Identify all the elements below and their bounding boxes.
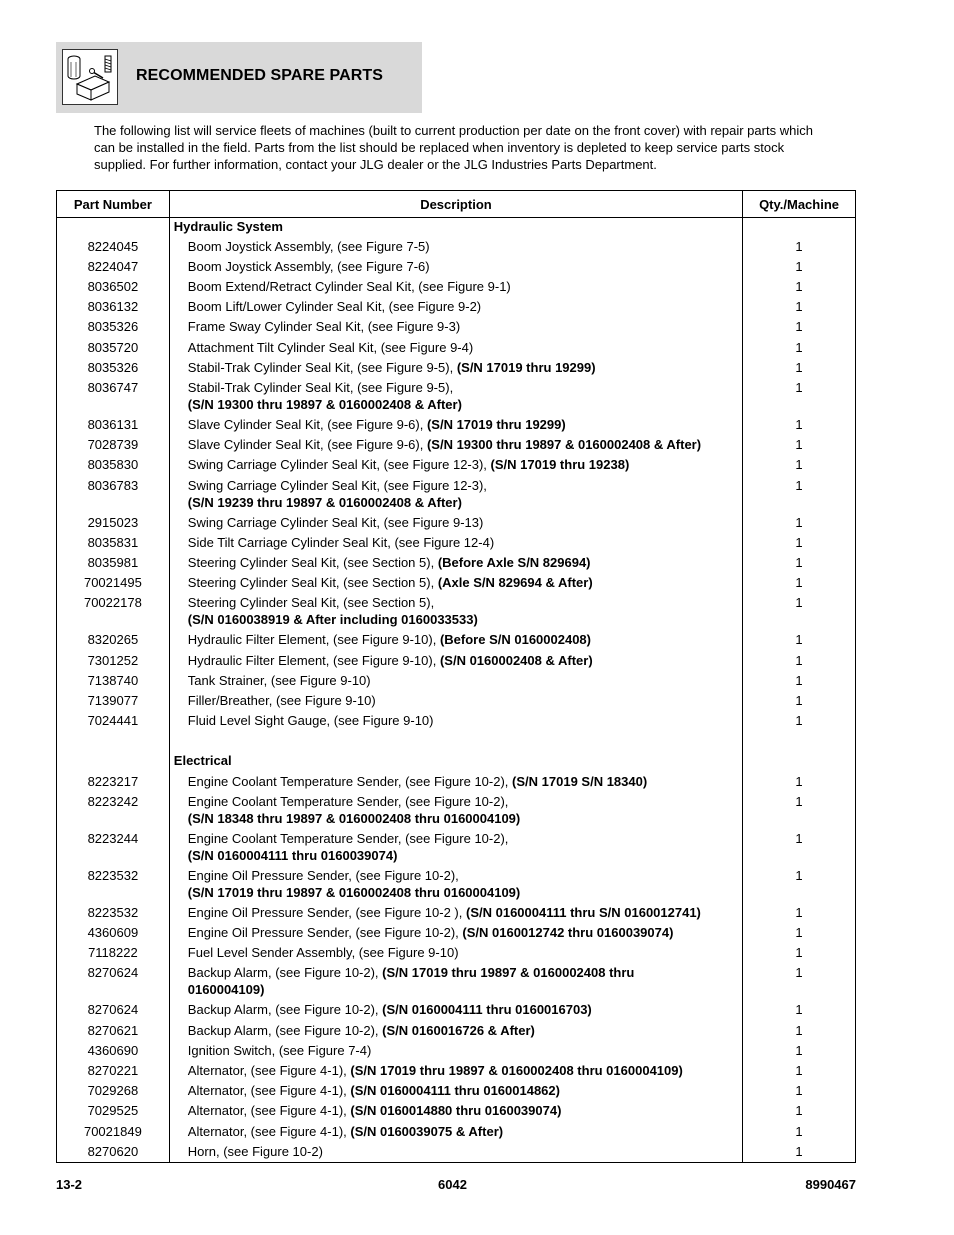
part-number-cell: 8035830	[57, 456, 170, 476]
serial-range: (S/N 17019 thru 19897 & 0160002408 thru 0160004109)	[350, 1062, 683, 1078]
part-number-cell: 8224045	[57, 238, 170, 258]
description-text	[170, 793, 742, 827]
table-row	[57, 964, 856, 1001]
description-cell	[169, 1143, 742, 1163]
description-main: Backup Alarm, (see Figure 10-2),	[187, 965, 383, 981]
part-number-cell	[57, 218, 170, 238]
part-number-cell: 8270621	[57, 1022, 170, 1042]
description-main: Alternator, (see Figure 4-1),	[187, 1083, 351, 1099]
description-main: Alternator, (see Figure 4-1),	[187, 1103, 351, 1119]
description-text	[170, 712, 742, 729]
serial-range: (S/N 17019 S/N 18340)	[512, 773, 648, 789]
table-row	[57, 672, 856, 692]
description-cell	[169, 477, 742, 514]
table-row	[57, 514, 856, 534]
part-number-cell: 7301252	[57, 652, 170, 672]
description-main: Boom Joystick Assembly, (see Figure 7-6)	[187, 258, 430, 274]
description-text	[170, 436, 742, 453]
part-number-cell: 8036131	[57, 416, 170, 436]
part-number-cell: 2915023	[57, 514, 170, 534]
qty-cell: 1	[743, 318, 856, 338]
part-number-cell: 8270221	[57, 1062, 170, 1082]
description-cell	[169, 1102, 742, 1122]
part-number-cell: 8035720	[57, 339, 170, 359]
description-cell	[169, 238, 742, 258]
description-cell	[169, 379, 742, 416]
qty-cell: 1	[743, 830, 856, 867]
part-number-cell: 8223244	[57, 830, 170, 867]
section-row	[57, 218, 856, 238]
qty-cell: 1	[743, 574, 856, 594]
description-cell	[169, 692, 742, 712]
qty-cell	[743, 752, 856, 772]
table-row	[57, 554, 856, 574]
table-row	[57, 416, 856, 436]
table-header-row	[57, 191, 856, 218]
description-text	[170, 554, 742, 571]
col-header-qty: Qty./Machine	[743, 191, 856, 218]
description-text	[170, 477, 742, 511]
qty-cell: 1	[743, 652, 856, 672]
description-text	[170, 298, 742, 315]
description-text	[170, 359, 742, 376]
description-cell	[169, 1001, 742, 1021]
description-main: Engine Coolant Temperature Sender, (see Figure 10-2),	[187, 773, 513, 789]
part-number-cell: 8224047	[57, 258, 170, 278]
intro-paragraph: The following list will service fleets of machines (built to current production per date on the front cover) with repair parts which can be installed in the field. Parts from the list should be replaced when inventory is depleted to keep service parts stock supplied. For further information, contact your JLG dealer or the JLG Industries Parts Department.	[94, 123, 813, 172]
description-cell	[169, 339, 742, 359]
description-main: Swing Carriage Cylinder Seal Kit, (see Figure 9-13)	[187, 514, 484, 530]
qty-cell: 1	[743, 359, 856, 379]
description-text	[170, 1082, 742, 1099]
part-number-cell: 8223242	[57, 793, 170, 830]
description-cell	[169, 318, 742, 338]
qty-cell: 1	[743, 1022, 856, 1042]
section-header	[56, 42, 422, 113]
qty-cell: 1	[743, 456, 856, 476]
serial-range: (S/N 0160004111 thru 0160016703)	[382, 1002, 592, 1018]
qty-cell: 1	[743, 258, 856, 278]
table-row	[57, 1062, 856, 1082]
description-main: Boom Lift/Lower Cylinder Seal Kit, (see Figure 9-2)	[187, 299, 482, 315]
table-row	[57, 477, 856, 514]
part-number-cell: 8320265	[57, 631, 170, 651]
serial-range: (S/N 17019 thru 19897 & 0160002408 thru	[382, 965, 635, 981]
part-number-cell: 8036747	[57, 379, 170, 416]
description-text	[170, 456, 742, 473]
description-text	[170, 514, 742, 531]
table-row	[57, 534, 856, 554]
description-main: Boom Joystick Assembly, (see Figure 7-5)	[187, 238, 430, 254]
qty-cell: 1	[743, 514, 856, 534]
description-text	[170, 830, 742, 864]
qty-cell: 1	[743, 416, 856, 436]
part-number-cell: 7029268	[57, 1082, 170, 1102]
description-cell	[169, 278, 742, 298]
part-number-cell: 7024441	[57, 712, 170, 732]
description-cell	[169, 867, 742, 904]
qty-cell: 1	[743, 1062, 856, 1082]
description-text	[170, 318, 742, 335]
description-text	[170, 944, 742, 961]
part-number-cell: 8223532	[57, 867, 170, 904]
serial-range-line2: (S/N 18348 thru 19897 & 0160002408 thru 0160004109)	[187, 810, 521, 826]
part-number-cell: 8223217	[57, 773, 170, 793]
description-main: Steering Cylinder Seal Kit, (see Section 5),	[187, 595, 435, 611]
qty-cell: 1	[743, 534, 856, 554]
description-text	[170, 416, 742, 433]
part-number-cell: 7139077	[57, 692, 170, 712]
table-row	[57, 1022, 856, 1042]
description-cell	[169, 436, 742, 456]
qty-cell: 1	[743, 944, 856, 964]
page-title: RECOMMENDED SPARE PARTS	[136, 67, 384, 84]
part-number-cell: 7028739	[57, 436, 170, 456]
serial-range: (S/N 0160016726 & After)	[382, 1022, 535, 1038]
description-cell	[169, 904, 742, 924]
description-cell	[169, 534, 742, 554]
description-text	[170, 773, 742, 790]
description-text	[170, 1123, 742, 1140]
qty-cell: 1	[743, 339, 856, 359]
table-row	[57, 924, 856, 944]
part-number-cell: 8270624	[57, 1001, 170, 1021]
description-text	[170, 867, 742, 901]
description-cell	[169, 830, 742, 867]
description-text	[170, 1001, 742, 1018]
serial-range-line2: (S/N 17019 thru 19897 & 0160002408 thru 0160004109)	[187, 884, 521, 900]
part-number-cell: 70022178	[57, 594, 170, 631]
description-main: Attachment Tilt Cylinder Seal Kit, (see Figure 9-4)	[187, 339, 474, 355]
serial-range: (S/N 0160014880 thru 0160039074)	[350, 1103, 562, 1119]
description-cell	[169, 964, 742, 1001]
qty-cell: 1	[743, 964, 856, 1001]
description-text	[170, 904, 742, 921]
part-number-cell: 8036502	[57, 278, 170, 298]
part-number-cell: 8035326	[57, 359, 170, 379]
table-row	[57, 793, 856, 830]
description-main: Side Tilt Carriage Cylinder Seal Kit, (see Figure 12-4)	[187, 534, 495, 550]
serial-range: (Axle S/N 829694 & After)	[437, 575, 593, 591]
description-main: Swing Carriage Cylinder Seal Kit, (see Figure 12-3),	[187, 477, 487, 493]
part-number-cell: 8223532	[57, 904, 170, 924]
part-number-cell: 8035981	[57, 554, 170, 574]
spacer-row	[57, 732, 856, 752]
description-text	[170, 258, 742, 275]
table-row	[57, 1042, 856, 1062]
table-body	[57, 218, 856, 1163]
part-number-cell	[57, 752, 170, 772]
description-cell	[169, 732, 742, 752]
qty-cell: 1	[743, 672, 856, 692]
col-header-description: Description	[169, 191, 742, 218]
description-cell	[169, 258, 742, 278]
table-row	[57, 456, 856, 476]
description-text	[170, 1042, 742, 1059]
qty-cell: 1	[743, 554, 856, 574]
table-row	[57, 436, 856, 456]
description-cell	[169, 944, 742, 964]
table-row	[57, 692, 856, 712]
description-cell	[169, 554, 742, 574]
description-cell	[169, 456, 742, 476]
description-main: Stabil-Trak Cylinder Seal Kit, (see Figure 9-5),	[187, 359, 457, 375]
table-row	[57, 278, 856, 298]
description-cell	[169, 298, 742, 318]
part-number-cell: 7118222	[57, 944, 170, 964]
qty-cell: 1	[743, 773, 856, 793]
table-row	[57, 1143, 856, 1163]
description-text	[170, 924, 742, 941]
description-main: Alternator, (see Figure 4-1),	[187, 1123, 351, 1139]
part-number-cell: 70021495	[57, 574, 170, 594]
serial-range: (S/N 0160012742 thru 0160039074)	[462, 925, 674, 940]
table-row	[57, 379, 856, 416]
description-text	[170, 238, 742, 255]
description-main: Slave Cylinder Seal Kit, (see Figure 9-6),	[187, 437, 427, 453]
description-cell	[169, 652, 742, 672]
table-row	[57, 904, 856, 924]
description-text	[170, 278, 742, 295]
description-cell	[169, 631, 742, 651]
description-main: Engine Oil Pressure Sender, (see Figure 10-2),	[187, 867, 459, 883]
serial-range: (S/N 0160039075 & After)	[350, 1123, 504, 1139]
serial-range-line2: (S/N 0160004111 thru 0160039074)	[187, 847, 398, 863]
qty-cell: 1	[743, 712, 856, 732]
description-text	[170, 534, 742, 551]
qty-cell: 1	[743, 1042, 856, 1062]
table-row	[57, 631, 856, 651]
spare-parts-icon	[62, 49, 118, 105]
serial-range: (S/N 17019 thru 19299)	[456, 359, 596, 375]
description-main: Tank Strainer, (see Figure 9-10)	[187, 672, 371, 688]
description-cell	[169, 218, 742, 238]
table-row	[57, 594, 856, 631]
footer-doc-number: 8990467	[805, 1177, 856, 1192]
serial-range: (S/N 17019 thru 19238)	[490, 457, 630, 473]
qty-cell: 1	[743, 379, 856, 416]
table-row	[57, 712, 856, 732]
serial-range: (Before S/N 0160002408)	[439, 632, 591, 648]
table-row	[57, 652, 856, 672]
description-main: Stabil-Trak Cylinder Seal Kit, (see Figure 9-5),	[187, 380, 454, 395]
qty-cell: 1	[743, 1143, 856, 1163]
description-main: Backup Alarm, (see Figure 10-2),	[187, 1002, 383, 1018]
description-cell	[169, 1022, 742, 1042]
description-main: Engine Oil Pressure Sender, (see Figure 10-2),	[187, 925, 463, 940]
qty-cell: 1	[743, 793, 856, 830]
table-row	[57, 867, 856, 904]
part-number-cell: 8270624	[57, 964, 170, 1001]
description-cell	[169, 594, 742, 631]
description-cell	[169, 574, 742, 594]
part-number-cell: 8035326	[57, 318, 170, 338]
serial-range: (S/N 0160004111 thru S/N 0160012741)	[466, 904, 701, 920]
part-number-cell: 8035831	[57, 534, 170, 554]
serial-range: (Before Axle S/N 829694)	[437, 554, 591, 570]
table-row	[57, 773, 856, 793]
description-text	[170, 574, 742, 591]
description-cell	[169, 1123, 742, 1143]
table-row	[57, 359, 856, 379]
description-cell	[169, 793, 742, 830]
qty-cell: 1	[743, 1082, 856, 1102]
description-text	[170, 964, 742, 998]
table-row	[57, 238, 856, 258]
serial-range: (S/N 19300 thru 19897 & 0160002408 & After)	[426, 437, 702, 453]
col-header-part-number: Part Number	[57, 191, 170, 218]
description-cell	[169, 773, 742, 793]
qty-cell: 1	[743, 904, 856, 924]
table-row	[57, 830, 856, 867]
description-main: Filler/Breather, (see Figure 9-10)	[187, 692, 376, 708]
qty-cell	[743, 218, 856, 238]
qty-cell: 1	[743, 238, 856, 258]
table-row	[57, 1123, 856, 1143]
description-main: Backup Alarm, (see Figure 10-2),	[187, 1022, 383, 1038]
table-row	[57, 1102, 856, 1122]
qty-cell: 1	[743, 594, 856, 631]
serial-range-line2: (S/N 0160038919 & After including 0160033533)	[187, 612, 478, 628]
description-text	[170, 652, 742, 669]
part-number-cell: 70021849	[57, 1123, 170, 1143]
table-row	[57, 944, 856, 964]
table-row	[57, 258, 856, 278]
serial-range-line2: (S/N 19239 thru 19897 & 0160002408 & After)	[187, 494, 462, 510]
description-cell	[169, 712, 742, 732]
qty-cell: 1	[743, 278, 856, 298]
qty-cell: 1	[743, 298, 856, 318]
description-text	[170, 1062, 742, 1079]
serial-range: (S/N 0160004111 thru 0160014862)	[350, 1083, 560, 1099]
table-row	[57, 298, 856, 318]
description-text	[170, 379, 742, 413]
table-row	[57, 1082, 856, 1102]
description-main: Engine Oil Pressure Sender, (see Figure 10-2 ),	[187, 904, 466, 920]
qty-cell	[743, 732, 856, 752]
description-main: Horn, (see Figure 10-2)	[187, 1143, 323, 1159]
description-text	[170, 1143, 742, 1160]
description-main: Hydraulic Filter Element, (see Figure 9-10),	[187, 652, 440, 668]
serial-range-line2: 0160004109)	[187, 982, 265, 998]
serial-range: (S/N 0160002408 & After)	[439, 652, 593, 668]
table-row	[57, 1001, 856, 1021]
description-cell	[169, 924, 742, 944]
description-text	[170, 692, 742, 709]
description-text	[170, 594, 742, 628]
qty-cell: 1	[743, 436, 856, 456]
section-title: Hydraulic System	[173, 219, 283, 234]
description-main: Boom Extend/Retract Cylinder Seal Kit, (see Figure 9-1)	[187, 279, 511, 295]
description-text	[170, 1022, 742, 1039]
part-number-cell: 4360609	[57, 924, 170, 944]
description-cell	[169, 359, 742, 379]
description-main: Ignition Switch, (see Figure 7-4)	[187, 1042, 372, 1058]
qty-cell: 1	[743, 867, 856, 904]
description-cell	[169, 672, 742, 692]
description-text	[170, 339, 742, 356]
spare-parts-table	[56, 190, 856, 1163]
description-main: Fluid Level Sight Gauge, (see Figure 9-10)	[187, 713, 434, 729]
part-number-cell: 7029525	[57, 1102, 170, 1122]
part-number-cell: 8036783	[57, 477, 170, 514]
description-main: Fuel Level Sender Assembly, (see Figure 9-10)	[187, 945, 459, 961]
qty-cell: 1	[743, 631, 856, 651]
description-text	[170, 672, 742, 689]
part-number-cell: 7138740	[57, 672, 170, 692]
qty-cell: 1	[743, 924, 856, 944]
description-cell	[169, 1042, 742, 1062]
description-main: Steering Cylinder Seal Kit, (see Section 5),	[187, 575, 438, 591]
description-cell	[169, 416, 742, 436]
qty-cell: 1	[743, 692, 856, 712]
table-row	[57, 574, 856, 594]
description-main: Frame Sway Cylinder Seal Kit, (see Figure 9-3)	[187, 319, 461, 335]
footer-model: 6042	[438, 1177, 467, 1192]
description-cell	[169, 1062, 742, 1082]
description-main: Engine Coolant Temperature Sender, (see Figure 10-2),	[187, 793, 509, 809]
part-number-cell	[57, 732, 170, 752]
description-cell	[169, 752, 742, 772]
qty-cell: 1	[743, 1001, 856, 1021]
part-number-cell: 8036132	[57, 298, 170, 318]
description-main: Alternator, (see Figure 4-1),	[187, 1062, 351, 1078]
qty-cell: 1	[743, 1123, 856, 1143]
section-title: Electrical	[173, 753, 232, 769]
part-number-cell: 4360690	[57, 1042, 170, 1062]
description-cell	[169, 1082, 742, 1102]
description-text	[170, 1102, 742, 1119]
part-number-cell: 8270620	[57, 1143, 170, 1163]
qty-cell: 1	[743, 1102, 856, 1122]
table-row	[57, 318, 856, 338]
description-main: Swing Carriage Cylinder Seal Kit, (see Figure 12-3),	[187, 457, 491, 473]
description-cell	[169, 514, 742, 534]
serial-range: (S/N 17019 thru 19299)	[426, 417, 566, 432]
description-main: Slave Cylinder Seal Kit, (see Figure 9-6),	[187, 417, 427, 432]
description-main: Engine Coolant Temperature Sender, (see Figure 10-2),	[187, 830, 509, 846]
description-main: Steering Cylinder Seal Kit, (see Section 5),	[187, 554, 438, 570]
section-row	[57, 752, 856, 772]
description-text	[170, 631, 742, 648]
footer-page-number: 13-2	[56, 1177, 83, 1192]
qty-cell: 1	[743, 477, 856, 514]
serial-range-line2: (S/N 19300 thru 19897 & 0160002408 & After)	[187, 397, 462, 412]
description-main: Hydraulic Filter Element, (see Figure 9-10),	[187, 632, 440, 648]
table-row	[57, 339, 856, 359]
